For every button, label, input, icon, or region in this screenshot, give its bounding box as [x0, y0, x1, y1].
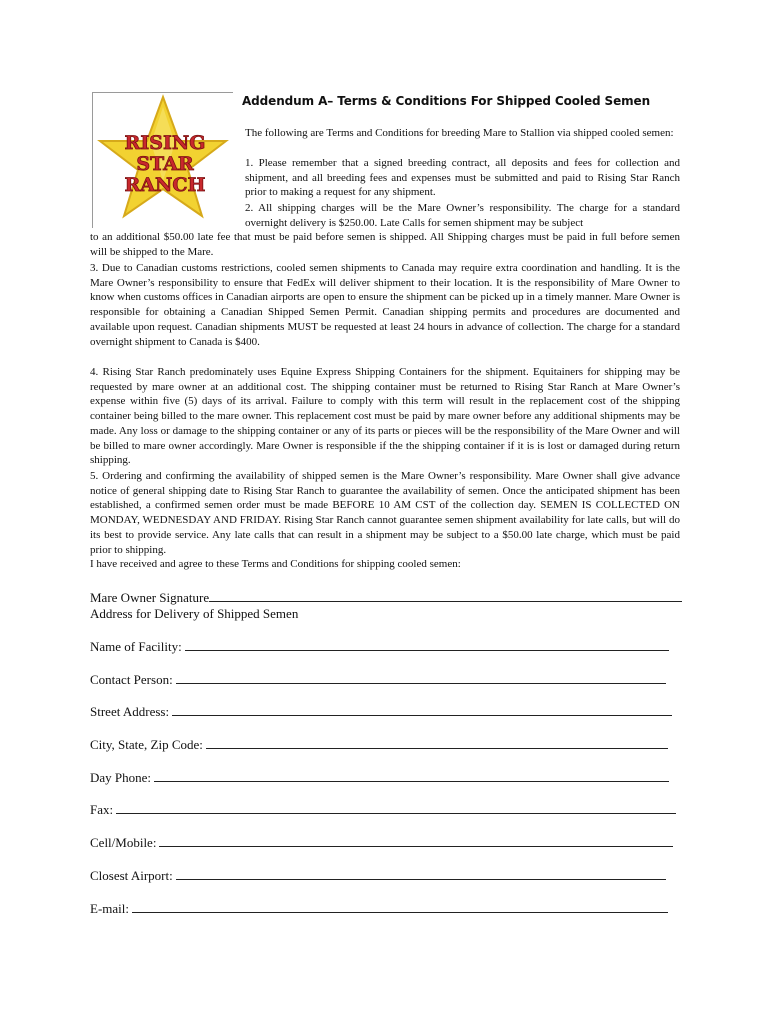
contact-row	[90, 671, 682, 689]
cell-label: Cell/Mobile:	[90, 835, 157, 850]
term-2-part-b: to an additional $50.00 late fee that must be paid before semen is shipped. All Shipping charges must be paid in full before semen will be shipped to the Mare.	[90, 231, 680, 258]
agreement-statement: I have received and agree to these Terms and Conditions for shipping cooled semen:	[90, 558, 461, 570]
day-phone-field[interactable]	[154, 770, 669, 782]
cell-row	[90, 834, 682, 852]
star-logo-icon	[93, 93, 233, 228]
email-label: E-mail:	[90, 901, 129, 916]
rising-star-ranch-logo	[92, 92, 233, 228]
airport-label: Closest Airport:	[90, 868, 173, 883]
city-field[interactable]	[206, 737, 668, 749]
email-field[interactable]	[132, 901, 668, 913]
city-label: City, State, Zip Code:	[90, 737, 203, 752]
address-heading: Address for Delivery of Shipped Semen	[90, 606, 299, 621]
street-field[interactable]	[172, 704, 672, 716]
street-label: Street Address:	[90, 704, 170, 719]
airport-row	[90, 867, 682, 885]
address-heading-row	[90, 605, 682, 623]
day-phone-row	[90, 769, 682, 787]
facility-row	[90, 638, 682, 656]
intro-paragraph: The following are Terms and Conditions for breeding Mare to Stallion via shipped cooled semen:	[245, 127, 674, 139]
day-phone-label: Day Phone:	[90, 770, 152, 785]
fax-field[interactable]	[116, 802, 676, 814]
term-3: 3. Due to Canadian customs restrictions, cooled semen shipments to Canada may require extra coordination and handling. It is the Mare Owner’s responsibility to ensure that FedEx will deliver shipment to their location. It is the responsibility of Mare Owner to know when customs offices in Canadian airports are open to ensure the shipment can be picked up in a timely manner. Mare Owner is responsible for obtaining a Canadian Shipped Semen Permit. Canadian shipping permits and procedures are documented and available upon request. Canadian shipments MUST be requested at least 24 hours in advance of collection. The charge for a standard overnight shipment to Canada is $400.	[90, 262, 680, 348]
term-1: 1. Please remember that a signed breeding contract, all deposits and fees for collection and shipment, and all breeding fees and expenses must be submitted and paid to Rising Star Ranch prior to making a request for any shipment.	[245, 157, 680, 199]
email-row	[90, 900, 682, 918]
term-2-part-a: 2. All shipping charges will be the Mare Owner’s responsibility. The charge for a standard overnight delivery is $250.00. Late Calls for semen shipment may be subject	[245, 202, 680, 229]
term-4: 4. Rising Star Ranch predominately uses Equine Express Shipping Containers for the shipment. Equitainers for shipping may be requested by mare owner at an additional cost. The shipping container must be returned to Rising Star Ranch at Mare Owner’s expense within five (5) days of its arrival. Failure to comply with this term will result in the replacement cost of the shipping container being billed to the mare owner. This replacement cost must be paid by mare owner before any additional shipments may be made. Any loss or damage to the shipping container or any of its parts or pieces will be the responsibility of the Mare Owner and will be billed to mare owner accordingly. Mare Owner is responsible if the the shipping container if it is is lost or damaged during return shipping.	[90, 366, 680, 467]
contact-label: Contact Person:	[90, 672, 173, 687]
document-title: Addendum A– Terms & Conditions For Shipped Cooled Semen	[242, 94, 651, 108]
cell-field[interactable]	[159, 835, 673, 847]
logo-text-line3: RANCH	[124, 174, 206, 196]
city-row	[90, 736, 682, 754]
fax-label: Fax:	[90, 802, 114, 817]
facility-field[interactable]	[185, 639, 669, 651]
logo-text-line1: RISING	[124, 132, 206, 154]
contact-field[interactable]	[176, 672, 666, 684]
facility-label: Name of Facility:	[90, 639, 182, 654]
signature-label: Mare Owner Signature	[90, 590, 210, 605]
logo-text-line2: STAR	[136, 153, 194, 175]
airport-field[interactable]	[176, 868, 666, 880]
signature-field[interactable]	[209, 590, 682, 602]
term-5: 5. Ordering and confirming the availability of shipped semen is the Mare Owner’s responsibility. Mare Owner shall give advance notice of general shipping date to Rising Star Ranch to guarantee the availability of semen. Once the anticipated shipment has been established, a confirmed semen order must be made BEFORE 10 AM CST of the collection day. SEMEN IS COLLECTED ON MONDAY, WEDNESDAY AND FRIDAY. Rising Star Ranch cannot guarantee semen shipment availability for late calls, but will do its best to provide service. Any late calls that can result in a shipment may be subject to a $50.00 late charge, which must be paid prior to shipping.	[90, 470, 680, 556]
street-row	[90, 703, 682, 721]
fax-row	[90, 801, 682, 819]
